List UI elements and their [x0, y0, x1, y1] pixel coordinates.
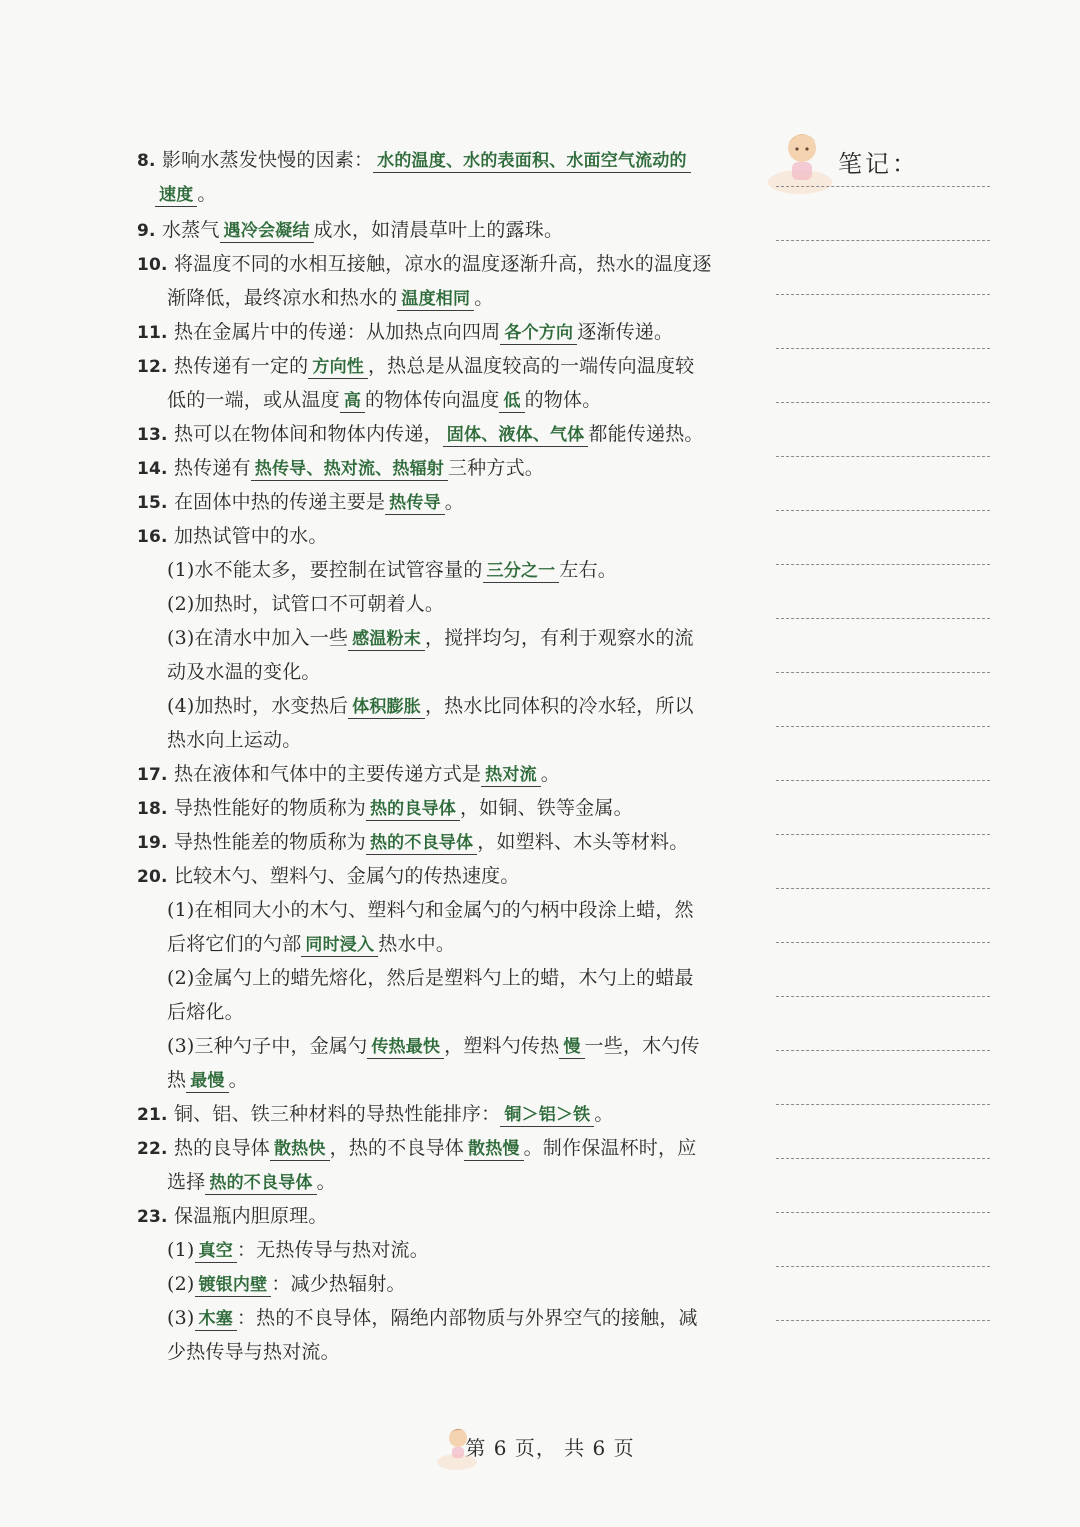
item-text: 热可以在物体间和物体内传递，	[173, 423, 443, 445]
answer-blank: 散热慢	[464, 1138, 524, 1161]
note-line[interactable]	[776, 294, 990, 295]
item-20-sub-1-line-1	[167, 897, 694, 923]
answer-blank: 三分之一	[483, 560, 560, 583]
item-20-sub-2-line-1	[167, 965, 694, 991]
item-text: 后熔化。	[167, 1001, 244, 1023]
item-text: 。	[228, 1069, 248, 1091]
item-text: ，热总是从温度较高的一端传向温度较	[367, 355, 695, 377]
item-16-sub-3-line-2	[167, 659, 321, 685]
item-text: 都能传递热。	[588, 423, 704, 445]
item-text: 影响水蒸发快慢的因素：	[161, 149, 374, 171]
item-text: 水蒸气	[161, 219, 220, 241]
item-18	[137, 795, 633, 822]
item-text: 。	[444, 491, 464, 513]
answer-blank: 热对流	[481, 764, 541, 787]
item-text: 的物体传向温度	[365, 389, 500, 411]
item-text: 导热性能差的物质称为	[173, 831, 366, 853]
answer-blank: 方向性	[308, 356, 368, 379]
item-17	[137, 761, 560, 788]
item-16-sub-1	[167, 557, 617, 583]
answer-blank: 速度	[155, 184, 197, 207]
item-text: 。	[474, 287, 494, 309]
item-text: (1)水不能太多，要控制在试管容量的	[167, 559, 483, 581]
item-number: 19.	[137, 833, 168, 853]
answer-blank: 真空	[195, 1240, 237, 1263]
item-text: 左右。	[559, 559, 617, 581]
item-21	[137, 1101, 614, 1128]
item-16-title	[137, 523, 328, 550]
item-text: 的物体。	[524, 389, 602, 411]
note-line[interactable]	[776, 348, 990, 349]
item-text: 热水向上运动。	[167, 729, 302, 751]
item-text: 。	[594, 1103, 614, 1125]
item-14	[137, 455, 544, 482]
item-number: 8.	[137, 151, 156, 171]
answer-blank: 温度相同	[397, 288, 474, 311]
item-text: 低的一端，或从温度	[167, 389, 340, 411]
item-16-sub-4-line-1	[167, 693, 694, 719]
item-number: 16.	[137, 527, 168, 547]
item-16-sub-4-line-2	[167, 727, 301, 753]
note-line[interactable]	[776, 1050, 990, 1051]
item-text: (2)金属勺上的蜡先熔化，然后是塑料勺上的蜡，木勺上的蜡最	[167, 967, 694, 989]
item-23-sub-3-line-1	[167, 1305, 698, 1331]
item-text: 逐渐传递。	[577, 321, 674, 343]
answer-blank: 热传导、热对流、热辐射	[251, 458, 448, 481]
note-line[interactable]	[776, 1320, 990, 1321]
item-text: ，如铜、铁等金属。	[459, 797, 633, 819]
note-line[interactable]	[776, 726, 990, 727]
item-23-sub-3-line-2	[167, 1339, 340, 1365]
item-number: 18.	[137, 799, 168, 819]
item-number: 10.	[137, 255, 168, 275]
item-text: ，搅拌均匀，有利于观察水的流	[424, 627, 694, 649]
item-text: 。	[540, 763, 560, 785]
answer-blank: 木塞	[195, 1308, 237, 1331]
item-text: ：减少热辐射。	[271, 1273, 406, 1295]
item-22-line-1	[137, 1135, 696, 1162]
item-text: 少热传导与热对流。	[167, 1341, 340, 1363]
answer-blank: 慢	[559, 1036, 584, 1059]
item-text: ，如塑料、木头等材料。	[477, 831, 689, 853]
item-number: 11.	[137, 323, 168, 343]
item-15	[137, 489, 464, 516]
answer-blank: 感温粉末	[348, 628, 425, 651]
note-line[interactable]	[776, 1266, 990, 1267]
answer-blank: 传热最快	[367, 1036, 444, 1059]
answer-blank: 最慢	[186, 1070, 228, 1093]
item-text: 动及水温的变化。	[167, 661, 321, 683]
item-text: ，热水比同体积的冷水轻，所以	[424, 695, 694, 717]
item-9	[137, 217, 563, 244]
item-number: 21.	[137, 1105, 168, 1125]
item-text: 加热试管中的水。	[173, 525, 328, 547]
answer-blank: 热的良导体	[366, 798, 460, 821]
answer-blank: 热的不良导体	[205, 1172, 316, 1195]
note-line[interactable]	[776, 456, 990, 457]
item-text: (3)在清水中加入一些	[167, 627, 349, 649]
item-11	[137, 319, 673, 346]
item-20-sub-1-line-2	[167, 931, 455, 957]
answer-blank: 固体、液体、气体	[443, 424, 589, 447]
item-text: 。	[316, 1171, 336, 1193]
item-19	[137, 829, 688, 856]
answer-blank: 镀银内壁	[195, 1274, 272, 1297]
item-number: 15.	[137, 493, 168, 513]
item-text: ，热的不良导体	[329, 1137, 464, 1159]
item-text: 铜、铝、铁三种材料的导热性能排序：	[173, 1103, 501, 1125]
answer-blank: 同时浸入	[301, 934, 378, 957]
item-text: 在固体中热的传递主要是	[173, 491, 386, 513]
item-text: 热的良导体	[173, 1137, 270, 1159]
item-text: 比较木勺、塑料勺、金属勺的传热速度。	[173, 865, 520, 887]
answer-blank: 高	[340, 390, 365, 413]
item-text: 。制作保温杯时，应	[523, 1137, 697, 1159]
item-text: (1)	[167, 1239, 195, 1261]
item-10-line-1	[137, 251, 712, 278]
item-12-line-2	[167, 387, 601, 413]
item-text: (3)	[167, 1307, 195, 1329]
answer-blank: 各个方向	[500, 322, 577, 345]
item-number: 9.	[137, 221, 156, 241]
answer-blank: 散热快	[270, 1138, 330, 1161]
item-text: 将温度不同的水相互接触，凉水的温度逐渐升高，热水的温度逐	[173, 253, 712, 275]
item-13	[137, 421, 704, 448]
item-text: 选择	[167, 1171, 206, 1193]
item-text: 三种方式。	[447, 457, 544, 479]
item-text: 热在液体和气体中的主要传递方式是	[173, 763, 482, 785]
note-line[interactable]	[776, 996, 990, 997]
item-20-sub-2-line-2	[167, 999, 244, 1025]
answer-blank: 热传导	[385, 492, 445, 515]
item-20-sub-3-line-1	[167, 1033, 700, 1059]
item-number: 13.	[137, 425, 168, 445]
note-line[interactable]	[776, 834, 990, 835]
answer-blank: 热的不良导体	[366, 832, 477, 855]
note-line[interactable]	[776, 402, 990, 403]
note-line[interactable]	[776, 564, 990, 565]
answer-blank: 铜＞铝＞铁	[500, 1104, 594, 1127]
item-20-title	[137, 863, 520, 890]
item-12-line-1	[137, 353, 694, 380]
notes-title: 笔记：	[838, 150, 919, 178]
note-line[interactable]	[776, 942, 990, 943]
note-line[interactable]	[776, 780, 990, 781]
item-16-sub-2	[167, 591, 444, 617]
item-text: (2)加热时，试管口不可朝着人。	[167, 593, 445, 615]
item-text: 一些，木勺传	[584, 1035, 700, 1057]
page-number: 第 6 页， 共 6 页	[465, 1436, 635, 1460]
item-text: 热	[167, 1069, 187, 1091]
item-text: 热传递有一定的	[173, 355, 309, 377]
item-text: (3)三种勺子中，金属勺	[167, 1035, 368, 1057]
item-number: 12.	[137, 357, 168, 377]
answer-blank: 遇冷会凝结	[220, 220, 314, 243]
item-text: 热在金属片中的传递：从加热点向四周	[173, 321, 501, 343]
item-text: ：无热传导与热对流。	[236, 1239, 429, 1261]
item-text: 渐降低，最终凉水和热水的	[167, 287, 398, 309]
item-16-sub-3-line-1	[167, 625, 694, 651]
item-23-sub-1	[167, 1237, 429, 1263]
note-line[interactable]	[776, 888, 990, 889]
item-text: 成水，如清晨草叶上的露珠。	[313, 219, 564, 241]
item-text: (1)在相同大小的木勺、塑料勺和金属勺的勺柄中段涂上蜡，然	[167, 899, 694, 921]
answer-blank: 低	[499, 390, 524, 413]
item-8-line-1	[137, 147, 691, 174]
note-line[interactable]	[776, 1212, 990, 1213]
page-footer	[0, 1432, 1080, 1461]
item-23-title	[137, 1203, 328, 1230]
note-line[interactable]	[776, 510, 990, 511]
item-text: ：热的不良导体，隔绝内部物质与外界空气的接触，减	[236, 1307, 698, 1329]
note-line[interactable]	[776, 186, 990, 187]
item-23-sub-2	[167, 1271, 406, 1297]
note-line[interactable]	[776, 1104, 990, 1105]
item-text: 热传递有	[173, 457, 251, 479]
item-text: 导热性能好的物质称为	[173, 797, 366, 819]
item-22-line-2	[167, 1169, 336, 1195]
cartoon-girl-icon	[760, 120, 840, 200]
item-number: 22.	[137, 1139, 168, 1159]
note-line[interactable]	[776, 1158, 990, 1159]
answer-blank: 体积膨胀	[348, 696, 425, 719]
answer-blank: 水的温度、水的表面积、水面空气流动的	[373, 150, 691, 173]
note-line[interactable]	[776, 672, 990, 673]
item-text: ，塑料勺传热	[444, 1035, 560, 1057]
item-text: 热水中。	[378, 933, 456, 955]
item-text: (2)	[167, 1273, 195, 1295]
item-8-line-2	[155, 181, 217, 207]
item-number: 14.	[137, 459, 168, 479]
item-text: 后将它们的勺部	[167, 933, 302, 955]
note-line[interactable]	[776, 240, 990, 241]
item-text: 保温瓶内胆原理。	[173, 1205, 328, 1227]
item-number: 20.	[137, 867, 168, 887]
item-number: 17.	[137, 765, 168, 785]
item-text: 。	[197, 183, 217, 205]
note-line[interactable]	[776, 618, 990, 619]
item-number: 23.	[137, 1207, 168, 1227]
item-10-line-2	[167, 285, 493, 311]
item-20-sub-3-line-2	[167, 1067, 248, 1093]
item-text: (4)加热时，水变热后	[167, 695, 349, 717]
